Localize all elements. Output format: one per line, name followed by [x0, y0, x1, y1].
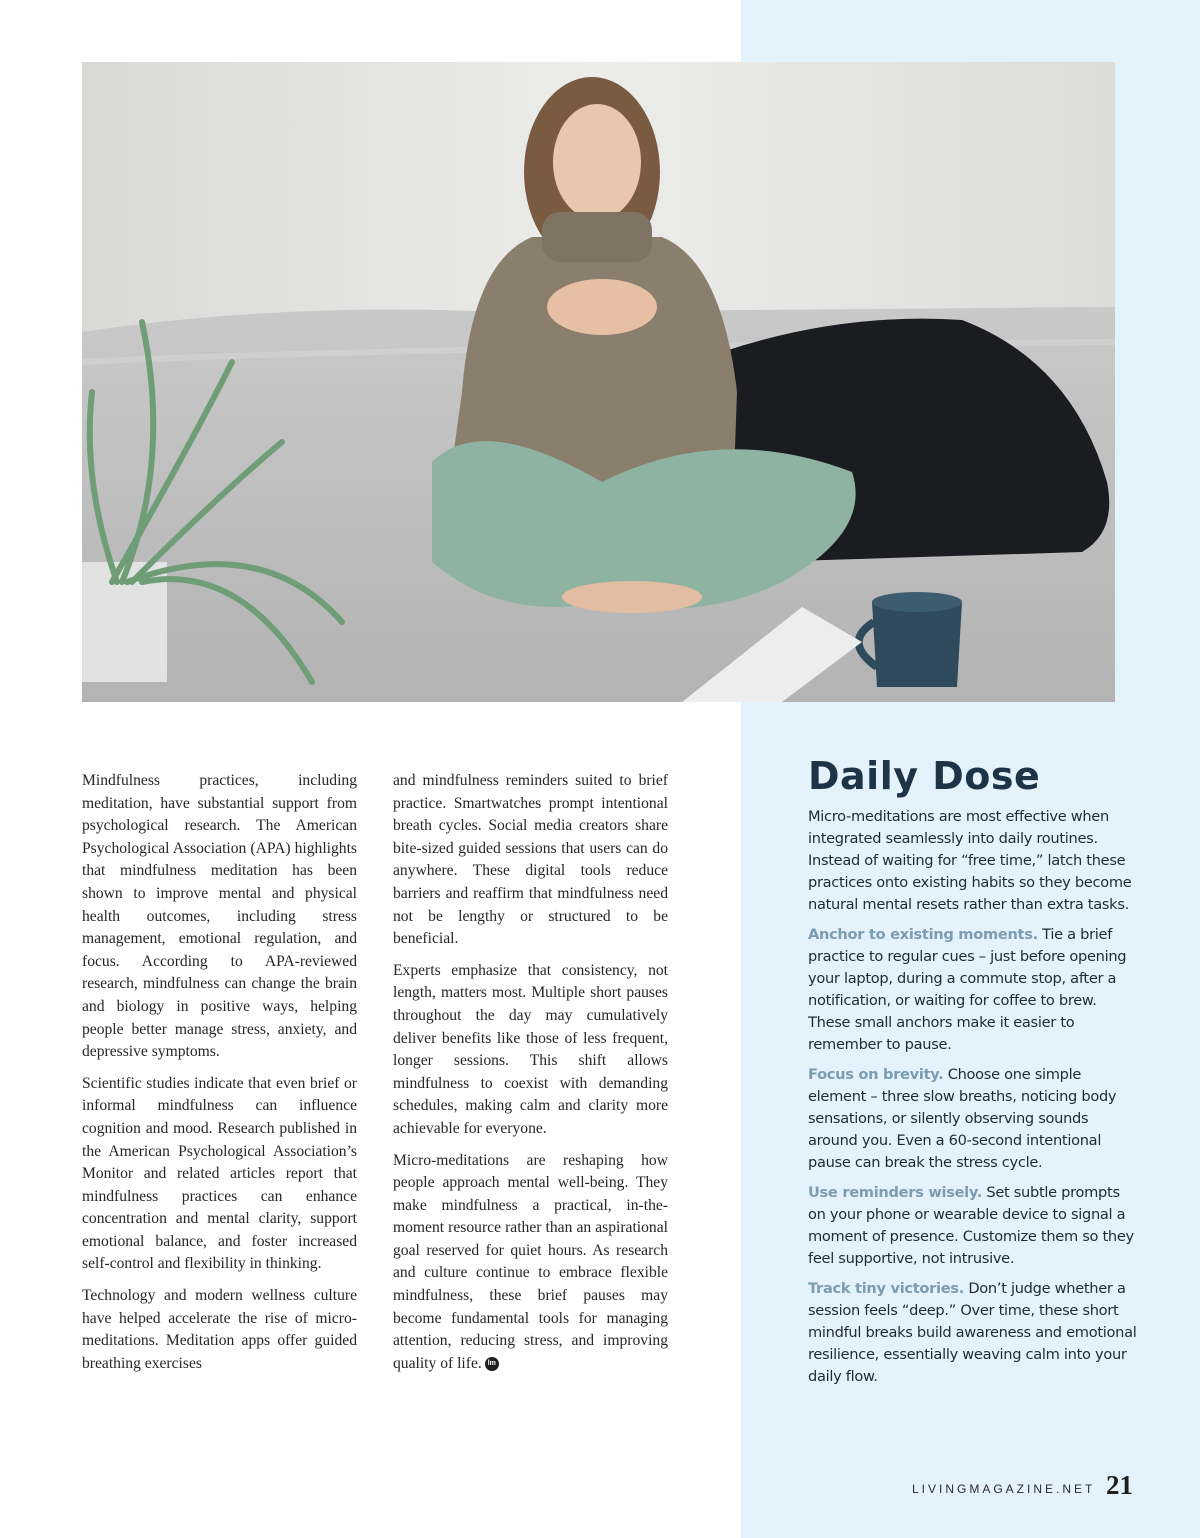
end-mark-icon: lm — [485, 1357, 499, 1371]
sidebar-tip — [808, 924, 1138, 1056]
tip-text: Choose one simple element – three slow breaths, noticing body sensations, or silently observing sounds around you. Even a 60-second intentional pause can break the stress cycle. — [808, 1066, 1117, 1171]
article-column-1 — [82, 770, 357, 1384]
sidebar-tip — [808, 1064, 1138, 1174]
body-paragraph: Technology and modern wellness culture have helped accelerate the rise of micro-meditations. Meditation apps offer guided breathing exercises — [82, 1287, 357, 1372]
sidebar-tip — [808, 1278, 1138, 1388]
body-paragraph: Mindfulness practices, including meditation, have substantial support from psychological research. The American Psychological Association (APA) highlights that mindfulness meditation has been shown to improve mental and physical health outcomes, including stress management, emotional regulation, and focus. According to APA-reviewed research, mindfulness can change the brain and biology in positive ways, helping people better manage stress, anxiety, and depressive symptoms. — [82, 772, 357, 1061]
footer-website: LIVINGMAGAZINE.NET — [912, 1482, 1096, 1496]
body-paragraph: and mindfulness reminders suited to brief practice. Smartwatches prompt intentional breath cycles. Social media creators share bite-sized guided sessions that users can do anywhere. These digital tools reduce barriers and reaffirm that mindfulness need not be lengthy or structured to be beneficial. — [393, 772, 668, 948]
body-paragraph: Experts emphasize that consistency, not length, matters most. Multiple short pauses throughout the day may cumulatively deliver benefits like those of less frequent, longer sessions. This shift allows mindfulness to coexist with demanding schedules, making calm and clarity more achievable for everyone. — [393, 961, 668, 1137]
daily-dose-sidebar — [808, 752, 1138, 1396]
tip-text: Don’t judge whether a session feels “deep.” Over time, these short mindful breaks build awareness and emotional resilience, essentially weaving calm into your daily flow. — [808, 1280, 1137, 1385]
sidebar-title: Daily Dose — [808, 754, 1041, 798]
page-number: 21 — [1106, 1470, 1133, 1500]
sidebar-tip — [808, 1182, 1138, 1270]
body-text: Micro-meditations are reshaping how people approach mental well-being. They make mindfulness a practical, in-the-moment resource rather than an aspirational goal reserved for quiet hours. As research and culture continue to embrace flexible mindfulness, these brief pauses may become fundamental tools for managing attention, reducing stress, and improving quality of life. — [393, 1151, 668, 1372]
tip-lead: Focus on brevity. — [808, 1066, 944, 1083]
body-paragraph-final — [393, 1150, 668, 1376]
tip-text: Set subtle prompts on your phone or wearable device to signal a moment of presence. Customize them so they feel supportive, not intrusive. — [808, 1184, 1134, 1267]
tip-text: Tie a brief practice to regular cues – just before opening your laptop, during a commute stop, after a notification, or waiting for coffee to brew. These small anchors make it easier to remember to pause. — [808, 926, 1127, 1053]
tip-lead: Anchor to existing moments. — [808, 926, 1038, 943]
tip-lead: Use reminders wisely. — [808, 1184, 983, 1201]
woman-meditating-photo — [82, 62, 1115, 702]
tip-lead: Track tiny victories. — [808, 1280, 964, 1297]
sidebar-intro: Micro-meditations are most effective when integrated seamlessly into daily routines. Instead of waiting for “free time,” latch these practices onto existing habits so they become natural mental resets rather than extra tasks. — [808, 808, 1132, 913]
article-column-2 — [393, 770, 668, 1384]
body-paragraph: Scientific studies indicate that even brief or informal mindfulness can influence cognition and mood. Research published in the American Psychological Association’s Monitor and related articles report that mindfulness practices can enhance concentration and mental clarity, support emotional balance, and foster increased self-control and flexibility in thinking. — [82, 1074, 357, 1273]
